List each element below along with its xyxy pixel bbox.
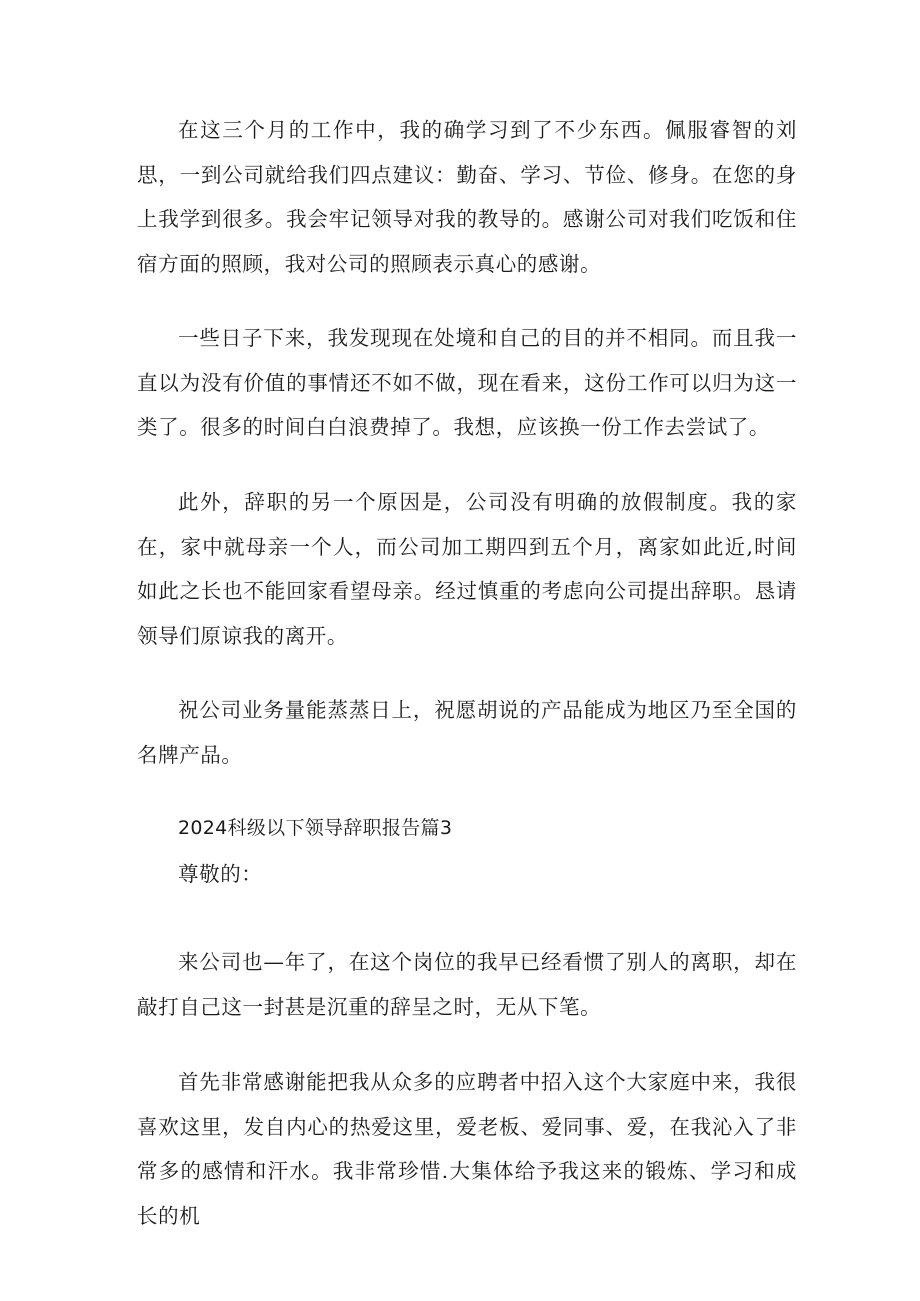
body-paragraph: 一些日子下来，我发现现在处境和自己的目的并不相同。而且我一直以为没有价值的事情还不如不做，现在看来，这份工作可以归为这一类了。很多的时间白白浪费掉了。我想，应该换一份工作去尝试了。 — [137, 326, 797, 439]
body-paragraph: 此外，辞职的另一个原因是，公司没有明确的放假制度。我的家在，家中就母亲一个人，而公司加工期四到五个月，离家如此近,时间如此之长也不能回家看望母亲。经过慎重的考虑向公司提出辞职。恳请领导们原谅我的离开。 — [137, 490, 797, 648]
salutation: 尊敬的： — [178, 862, 263, 886]
section-heading: 2024科级以下领导辞职报告篇3 — [178, 817, 453, 839]
body-paragraph: 祝公司业务量能蒸蒸日上，祝愿胡说的产品能成为地区乃至全国的名牌产品。 — [137, 698, 797, 767]
body-paragraph: 来公司也—年了，在这个岗位的我早已经看惯了别人的离职，却在敲打自己这一封甚是沉重的辞呈之时，无从下笔。 — [137, 950, 797, 1019]
body-paragraph: 在这三个月的工作中，我的确学习到了不少东西。佩服睿智的刘思，一到公司就给我们四点建议：勤奋、学习、节俭、修身。在您的身上我学到很多。我会牢记领导对我的教导的。感谢公司对我们吃饭和住宿方面的照顾，我对公司的照顾表示真心的感谢。 — [137, 118, 797, 276]
body-paragraph: 首先非常感谢能把我从众多的应聘者中招入这个大家庭中来，我很喜欢这里，发自内心的热爱这里，爱老板、爱同事、爱，在我沁入了非常多的感情和汗水。我非常珍惜.大集体给予我这来的锻炼、学习和成长的机 — [137, 1070, 797, 1228]
